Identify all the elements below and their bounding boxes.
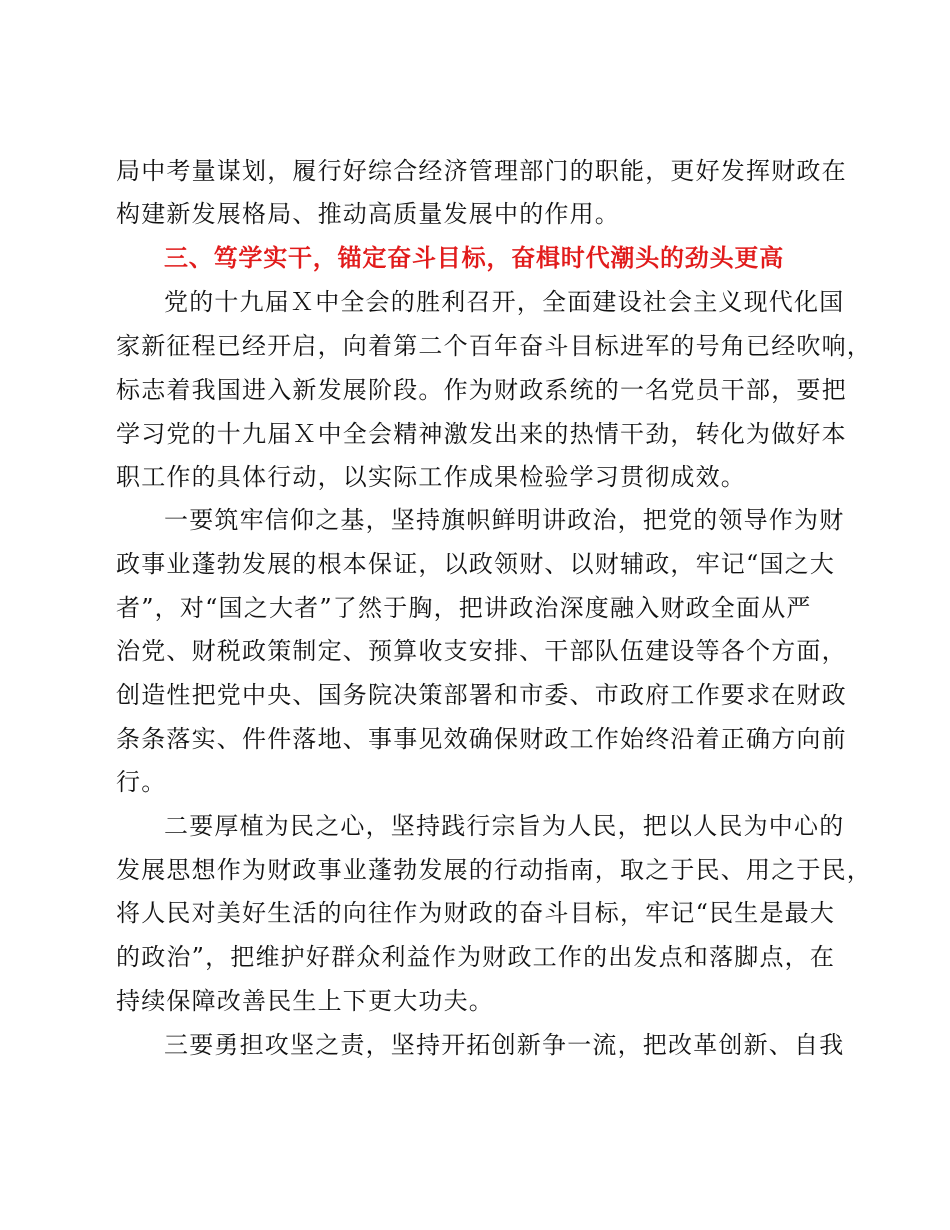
paragraph-line: 党的十九届Ｘ中全会的胜利召开，全面建设社会主义现代化国 xyxy=(164,288,845,316)
paragraph-line: 局中考量谋划，履行好综合经济管理部门的职能，更好发挥财政在 xyxy=(116,157,847,185)
paragraph-line: 职工作的具体行动，以实际工作成果检验学习贯彻成效。 xyxy=(116,463,746,491)
paragraph-line: 标志着我国进入新发展阶段。作为财政系统的一名党员干部，要把 xyxy=(116,376,847,404)
paragraph-line: 者”，对“国之大者”了然于胸，把讲政治深度融入财政全面从严 xyxy=(116,594,812,622)
paragraph-line: 行。 xyxy=(116,768,167,796)
paragraph-line: 家新征程已经开启，向着第二个百年奋斗目标进军的号角已经吹响， xyxy=(116,332,872,360)
paragraph-line: 构建新发展格局、推动高质量发展中的作用。 xyxy=(116,200,620,228)
paragraph-line: 治党、财税政策制定、预算收支安排、干部队伍建设等各个方面， xyxy=(116,637,847,665)
paragraph-line: 政事业蓬勃发展的根本保证，以政领财、以财辅政，牢记“国之大 xyxy=(116,550,836,578)
paragraph-line: 创造性把党中央、国务院决策部署和市委、市政府工作要求在财政 xyxy=(116,681,847,709)
paragraph-line: 条条落实、件件落地、事事见效确保财政工作始终沿着正确方向前 xyxy=(116,725,847,753)
paragraph-line: 一要筑牢信仰之基，坚持旗帜鲜明讲政治，把党的领导作为财 xyxy=(164,506,845,534)
paragraph-line: 将人民对美好生活的向往作为财政的奋斗目标，牢记“民生是最大 xyxy=(116,899,836,927)
paragraph-line: 发展思想作为财政事业蓬勃发展的行动指南，取之于民、用之于民， xyxy=(116,856,872,884)
paragraph-line: 三要勇担攻坚之责，坚持开拓创新争一流，把改革创新、自我 xyxy=(164,1031,845,1059)
paragraph-line: 二要厚植为民之心，坚持践行宗旨为人民，把以人民为中心的 xyxy=(164,812,845,840)
paragraph-line: 的政治”，把维护好群众利益作为财政工作的出发点和落脚点，在 xyxy=(116,943,836,971)
paragraph-line: 学习党的十九届Ｘ中全会精神激发出来的热情干劲，转化为做好本 xyxy=(116,420,847,448)
section-heading: 三、笃学实干，锚定奋斗目标，奋楫时代潮头的劲头更高 xyxy=(164,244,784,272)
paragraph-line: 持续保障改善民生上下更大功夫。 xyxy=(116,987,494,1015)
